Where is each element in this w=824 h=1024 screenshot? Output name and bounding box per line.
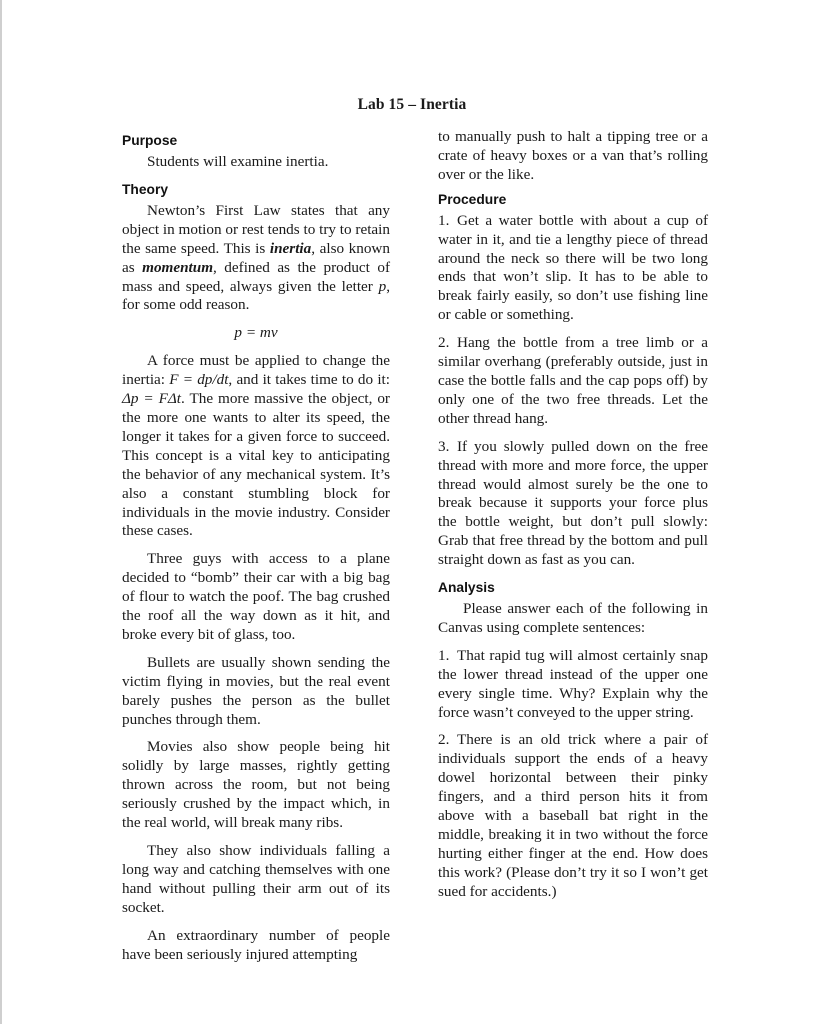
term-momentum: momentum [142, 258, 214, 276]
analysis-question: 2. There is an old trick where a pair of individuals support the ends of a heavy dowel horizontal between their pinky fingers, and a third person hits it from above with a baseball bat right in the middle, breaking it in two without the force hurting either finger at the end. How does this work? (Please don’t try it so I won’t get sued for accidents.) [438, 731, 708, 900]
analysis-heading: Analysis [438, 580, 495, 596]
theory-paragraph-7-continued: to manually push to halt a tipping tree or a crate of heavy boxes or a van that’s rolling over or the like. [438, 128, 708, 183]
theory-paragraph-6: They also show individuals falling a long way and catching themselves with one hand without pulling their arm out of its socket. [122, 842, 390, 916]
procedure-step: 3. If you slowly pulled down on the free thread with more and more force, the upper thread would almost surely be the one to break because it supports your force plus the bottle weight, but don’t pull slowly: Grab that free thread by the bottom and pull straight down as fast as you can. [438, 437, 708, 569]
theory-paragraph-2: A force must be applied to change the inertia: F = dp/dt, and it takes time to do it: Δp = FΔt. The more massive the object, or the more one wants to alter its speed, the longer it takes for a given force to succeed. This concept is a vital key to anticipating the behavior of any mechanical system. It’s also a constant stumbling block for individuals in the movie industry. Consider these cases. [122, 352, 390, 540]
term-inertia: inertia [269, 239, 312, 257]
impulse-formula: Δp = FΔt [122, 390, 182, 408]
analysis-question: 1. That rapid tug will almost certainly snap the lower thread instead of the upper one every single time. Why? Explain why the force wasn’t conveyed to the upper string. [438, 646, 708, 721]
right-column [438, 128, 708, 911]
theory-paragraph-1: Newton’s First Law states that any object in motion or rest tends to try to retain the same speed. This is inertia, also known as momentum, defined as the product of mass and speed, always given the letter p, for some odd reason. [122, 201, 391, 314]
procedure-heading: Procedure [438, 191, 507, 207]
force-formula: F = dp/dt [169, 371, 229, 389]
left-column [122, 128, 390, 973]
page-edge [0, 0, 2, 1024]
purpose-heading: Purpose [122, 133, 178, 148]
procedure-step: 1. Get a water bottle with about a cup of water in it, and tie a lengthy piece of thread around the neck so there will be two long ends that won’t slip. It has to be able to break fairly easily, so don’t use fishing line or cable or something. [438, 211, 708, 324]
theory-heading: Theory [122, 181, 168, 197]
analysis-intro: Please answer each of the following in Canvas using complete sentences: [438, 600, 708, 636]
momentum-equation: p = mv [234, 324, 278, 342]
theory-paragraph-5: Movies also show people being hit solidly by large masses, rightly getting thrown across the room, but not being seriously crushed by the impact which, in the real world, will break many ribs. [122, 738, 390, 832]
theory-paragraph-3: Three guys with access to a plane decided to “bomb” their car with a big bag of flour to watch the poof. The bag crushed the roof all the way down as it hit, and broke every bit of glass, too. [122, 550, 390, 643]
page-title: Lab 15 – Inertia [357, 96, 467, 113]
purpose-text: Students will examine inertia. [147, 153, 329, 170]
theory-paragraph-7: An extraordinary number of people have been seriously injured attempting [122, 926, 390, 963]
procedure-step: 2. Hang the bottle from a tree limb or a similar overhang (preferably outside, just in case the bottle falls and the cap pops off) by only one of the two free threads. Let the other thread hang. [438, 334, 708, 427]
theory-paragraph-4: Bullets are usually shown sending the victim flying in movies, but the real event barely pushes the person as the bullet punches through them. [122, 653, 390, 728]
symbol-p: p [378, 277, 387, 295]
